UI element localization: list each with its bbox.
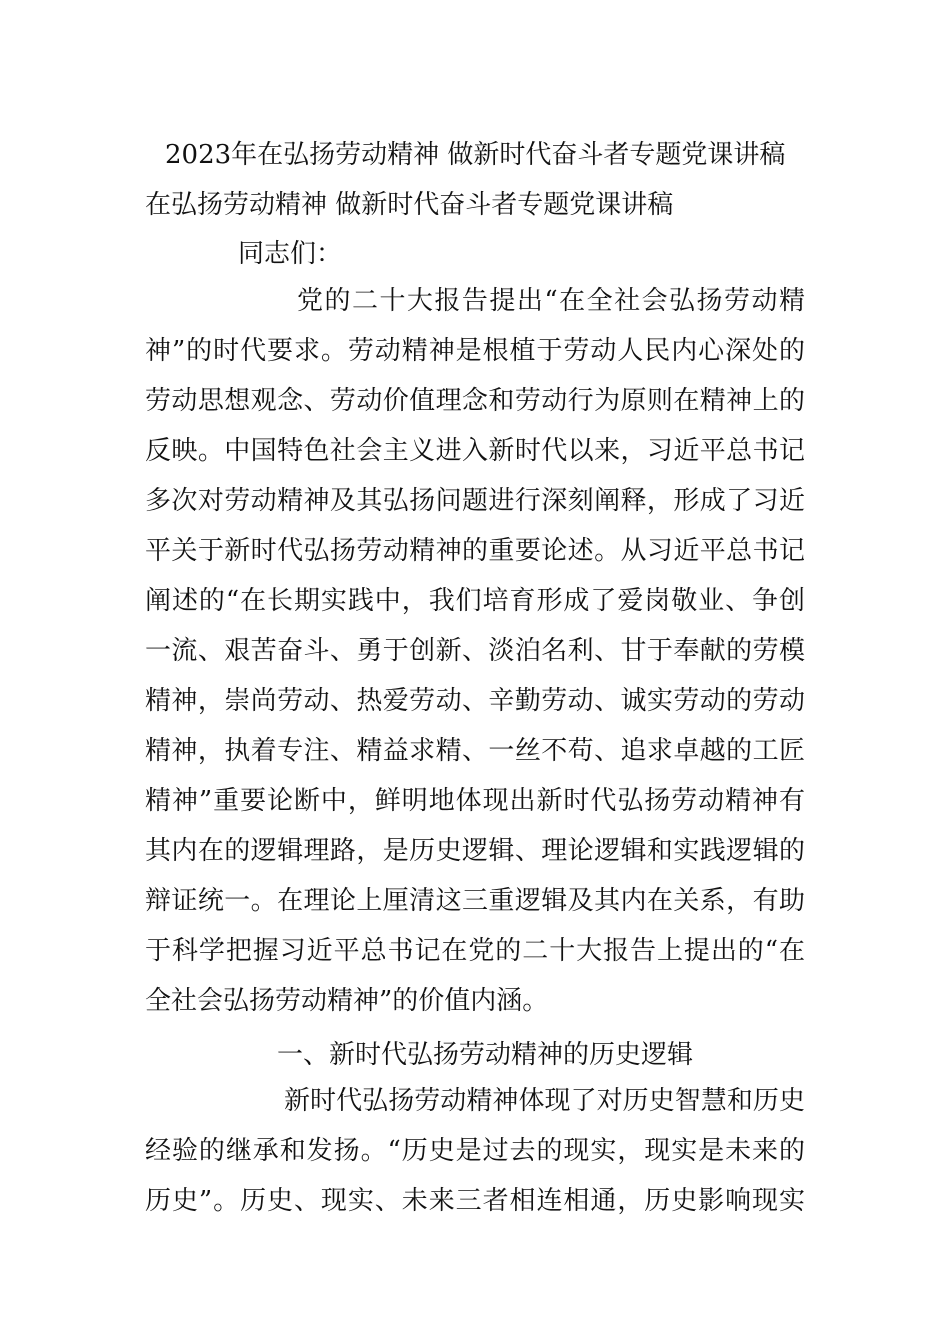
- paragraph-line: 辩证统一。在理论上厘清这三重逻辑及其内在关系，有助: [145, 886, 805, 916]
- paragraph-line: 平关于新时代弘扬劳动精神的重要论述。从习近平总书记: [145, 536, 805, 566]
- paragraph-line: 精神”重要论断中，鲜明地体现出新时代弘扬劳动精神有: [145, 786, 805, 816]
- document-title-line-2: 在弘扬劳动精神 做新时代奋斗者专题党课讲稿: [145, 190, 674, 220]
- paragraph-line: 精神，执着专注、精益求精、一丝不苟、追求卓越的工匠: [145, 736, 805, 766]
- paragraph-line: 经验的继承和发扬。“历史是过去的现实，现实是未来的: [145, 1136, 805, 1166]
- paragraph-line: 劳动思想观念、劳动价值理念和劳动行为原则在精神上的: [145, 386, 805, 416]
- paragraph-line: 于科学把握习近平总书记在党的二十大报告上提出的“在: [145, 936, 805, 966]
- paragraph-line: 阐述的“在长期实践中，我们培育形成了爱岗敬业、争创: [145, 586, 805, 616]
- salutation: 同志们：: [238, 239, 343, 269]
- paragraph-line: 党的二十大报告提出“在全社会弘扬劳动精: [297, 286, 805, 316]
- paragraph-line: 历史”。历史、现实、未来三者相连相通，历史影响现实: [145, 1186, 805, 1216]
- paragraph-line: 多次对劳动精神及其弘扬问题进行深刻阐释，形成了习近: [145, 486, 805, 516]
- paragraph-line: 反映。中国特色社会主义进入新时代以来，习近平总书记: [145, 436, 805, 466]
- paragraph-line: 其内在的逻辑理路，是历史逻辑、理论逻辑和实践逻辑的: [145, 836, 805, 866]
- paragraph-line: 一流、艰苦奋斗、勇于创新、淡泊名利、甘于奉献的劳模: [145, 636, 805, 666]
- section-heading: 一、新时代弘扬劳动精神的历史逻辑: [277, 1040, 694, 1070]
- paragraph-line: 神”的时代要求。劳动精神是根植于劳动人民内心深处的: [145, 336, 805, 366]
- paragraph-line: 精神，崇尚劳动、热爱劳动、辛勤劳动、诚实劳动的劳动: [145, 686, 805, 716]
- paragraph-line: 新时代弘扬劳动精神体现了对历史智慧和历史: [284, 1086, 805, 1116]
- document-title-line-1: 2023年在弘扬劳动精神 做新时代奋斗者专题党课讲稿: [165, 140, 786, 170]
- paragraph-line: 全社会弘扬劳动精神”的价值内涵。: [145, 986, 549, 1016]
